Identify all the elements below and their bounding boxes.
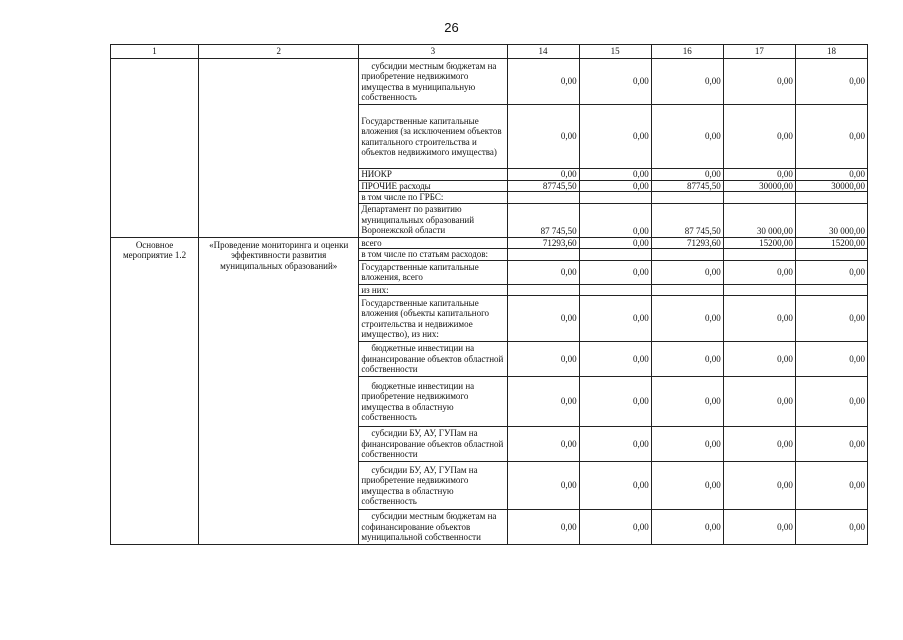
value-cell: 87745,50 (507, 180, 579, 192)
value-cell: 0,00 (651, 260, 723, 284)
value-cell: 0,00 (579, 462, 651, 510)
value-cell (795, 284, 867, 296)
value-cell: 0,00 (651, 510, 723, 545)
budget-table-body (111, 45, 868, 545)
value-cell (507, 192, 579, 204)
value-cell: 0,00 (795, 105, 867, 169)
value-cell: 0,00 (795, 462, 867, 510)
row-label: в том числе по статьям расходов: (359, 249, 507, 261)
value-cell: 87 745,50 (651, 203, 723, 237)
value-cell (795, 192, 867, 204)
value-cell: 87 745,50 (507, 203, 579, 237)
value-cell: 0,00 (795, 342, 867, 377)
value-cell: 0,00 (507, 296, 579, 342)
value-cell: 0,00 (651, 59, 723, 105)
value-cell: 30 000,00 (795, 203, 867, 237)
value-cell (651, 249, 723, 261)
value-cell: 0,00 (507, 377, 579, 427)
value-cell: 30 000,00 (723, 203, 795, 237)
column-header: 1 (111, 45, 199, 59)
value-cell: 0,00 (651, 462, 723, 510)
value-cell: 0,00 (507, 427, 579, 462)
value-cell: 0,00 (507, 59, 579, 105)
row-label: в том числе по ГРБС: (359, 192, 507, 204)
column-header: 16 (651, 45, 723, 59)
value-cell (579, 249, 651, 261)
value-cell: 15200,00 (723, 237, 795, 249)
value-cell (651, 284, 723, 296)
column-header: 14 (507, 45, 579, 59)
value-cell: 0,00 (651, 342, 723, 377)
value-cell: 0,00 (723, 260, 795, 284)
value-cell (723, 284, 795, 296)
column-header: 15 (579, 45, 651, 59)
value-cell (579, 284, 651, 296)
value-cell: 0,00 (579, 169, 651, 181)
table-row (111, 237, 868, 249)
row-label: субсидии местным бюджетам на приобретение недвижимого имущества в муниципальную собственность (359, 59, 507, 105)
row-label: Департамент по развитию муниципальных образований Воронежской области (359, 203, 507, 237)
value-cell: 0,00 (651, 427, 723, 462)
activity-name: «Проведение мониторинга и оценки эффективности развития муниципальных образований» (199, 237, 359, 545)
value-cell: 0,00 (507, 169, 579, 181)
value-cell: 0,00 (651, 169, 723, 181)
value-cell: 0,00 (579, 342, 651, 377)
value-cell: 15200,00 (795, 237, 867, 249)
value-cell: 0,00 (651, 296, 723, 342)
value-cell: 0,00 (579, 203, 651, 237)
value-cell: 0,00 (795, 169, 867, 181)
value-cell (579, 192, 651, 204)
value-cell: 0,00 (507, 342, 579, 377)
row-label: субсидии БУ, АУ, ГУПам на финансирование объектов областной собственности (359, 427, 507, 462)
value-cell: 0,00 (579, 260, 651, 284)
table-row (111, 59, 868, 105)
value-cell: 0,00 (579, 180, 651, 192)
value-cell: 0,00 (579, 59, 651, 105)
row-label: бюджетные инвестиции на приобретение недвижимого имущества в областную собственность (359, 377, 507, 427)
value-cell: 0,00 (795, 59, 867, 105)
value-cell: 0,00 (723, 105, 795, 169)
value-cell: 30000,00 (723, 180, 795, 192)
value-cell: 71293,60 (507, 237, 579, 249)
row-label: всего (359, 237, 507, 249)
value-cell: 0,00 (579, 510, 651, 545)
empty-name-cell (199, 59, 359, 238)
value-cell: 0,00 (723, 296, 795, 342)
row-label: субсидии БУ, АУ, ГУПам на приобретение недвижимого имущества в областную собственность (359, 462, 507, 510)
value-cell: 0,00 (651, 377, 723, 427)
activity-code: Основное мероприятие 1.2 (111, 237, 199, 545)
value-cell (723, 249, 795, 261)
value-cell: 71293,60 (651, 237, 723, 249)
value-cell: 0,00 (507, 462, 579, 510)
row-label: ПРОЧИЕ расходы (359, 180, 507, 192)
value-cell (723, 192, 795, 204)
column-header: 2 (199, 45, 359, 59)
table-header-row (111, 45, 868, 59)
value-cell (507, 284, 579, 296)
value-cell: 0,00 (723, 342, 795, 377)
row-label: субсидии местным бюджетам на софинансирование объектов муниципальной собственности (359, 510, 507, 545)
empty-activity-cell (111, 59, 199, 238)
value-cell: 0,00 (723, 59, 795, 105)
value-cell: 0,00 (795, 260, 867, 284)
row-label: Государственные капитальные вложения, всего (359, 260, 507, 284)
value-cell: 0,00 (795, 510, 867, 545)
column-header: 18 (795, 45, 867, 59)
value-cell: 0,00 (579, 377, 651, 427)
value-cell: 0,00 (723, 462, 795, 510)
budget-table (110, 44, 868, 545)
row-label: бюджетные инвестиции на финансирование объектов областной собственности (359, 342, 507, 377)
column-header: 3 (359, 45, 507, 59)
value-cell: 0,00 (579, 296, 651, 342)
value-cell: 0,00 (795, 377, 867, 427)
value-cell: 0,00 (723, 427, 795, 462)
value-cell (795, 249, 867, 261)
value-cell: 0,00 (723, 169, 795, 181)
value-cell (651, 192, 723, 204)
row-label: из них: (359, 284, 507, 296)
value-cell: 0,00 (579, 237, 651, 249)
value-cell: 87745,50 (651, 180, 723, 192)
value-cell: 0,00 (723, 510, 795, 545)
value-cell: 0,00 (579, 105, 651, 169)
value-cell: 30000,00 (795, 180, 867, 192)
row-label: НИОКР (359, 169, 507, 181)
page-number: 26 (444, 20, 459, 35)
value-cell: 0,00 (795, 427, 867, 462)
row-label: Государственные капитальные вложения (за исключением объектов капитального строительства и объектов недвижимого имущества) (359, 105, 507, 169)
column-header: 17 (723, 45, 795, 59)
value-cell: 0,00 (507, 510, 579, 545)
value-cell: 0,00 (507, 260, 579, 284)
value-cell: 0,00 (579, 427, 651, 462)
value-cell (507, 249, 579, 261)
value-cell: 0,00 (507, 105, 579, 169)
value-cell: 0,00 (795, 296, 867, 342)
value-cell: 0,00 (723, 377, 795, 427)
value-cell: 0,00 (651, 105, 723, 169)
row-label: Государственные капитальные вложения (объекты капитального строительства и недвижимое имущество), из них: (359, 296, 507, 342)
